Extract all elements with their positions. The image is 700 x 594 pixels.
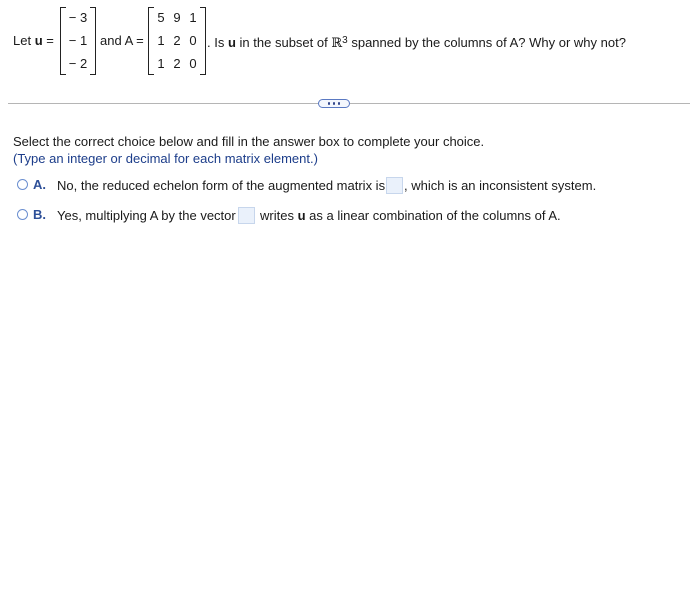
more-dot-icon [328, 102, 331, 105]
matrix-a-r3c1: 1 [157, 56, 165, 71]
vector-u [60, 7, 96, 75]
real-space-symbol: ℝ [331, 36, 343, 51]
vector-u-entry-2: − 1 [68, 33, 88, 48]
choice-b-radio[interactable] [17, 209, 28, 220]
choice-a-text-after: , which is an inconsistent system. [404, 178, 597, 193]
matrix-a-r1c3: 1 [189, 10, 197, 25]
vector-u-entry-3: − 2 [68, 56, 88, 71]
and-a-label: and A = [100, 33, 144, 48]
more-dot-icon [338, 102, 341, 105]
matrix-a-r1c1: 5 [157, 10, 165, 25]
choice-b-text-after: writes u as a linear combination of the columns of A. [260, 208, 561, 223]
choice-a-text: No, the reduced echelon form of the augmented matrix is [57, 178, 386, 193]
choice-b-letter: B. [33, 207, 46, 222]
u-symbol: u [34, 33, 43, 48]
matrix-a-r2c1: 1 [157, 33, 165, 48]
matrix-a-r3c3: 0 [189, 56, 197, 71]
choice-b-text: Yes, multiplying A by the vector [57, 208, 236, 223]
matrix-a [148, 7, 206, 75]
matrix-a-r2c2: 2 [173, 33, 181, 48]
matrix-a-right-bracket [200, 7, 206, 75]
more-dot-icon [333, 102, 336, 105]
question-text: . Is u in the subset of ℝ$^3$ spanned by the columns of A? Why or why not? [207, 35, 626, 51]
vector-u-entry-1: − 3 [68, 10, 88, 25]
matrix-a-r3c2: 2 [173, 56, 181, 71]
choice-a-letter: A. [33, 177, 46, 192]
choice-a-radio[interactable] [17, 179, 28, 190]
matrix-a-r1c2: 9 [173, 10, 181, 25]
choice-a-matrix-answer-box[interactable] [386, 177, 403, 194]
more-options-button[interactable] [318, 99, 350, 108]
instructions-line-2: (Type an integer or decimal for each matrix element.) [13, 151, 318, 166]
choice-b-vector-answer-box[interactable] [238, 207, 255, 224]
instructions-line-1: Select the correct choice below and fill in the answer box to complete your choice. [13, 134, 485, 149]
matrix-a-r2c3: 0 [189, 33, 197, 48]
question-let-label: Let u = [13, 33, 54, 48]
